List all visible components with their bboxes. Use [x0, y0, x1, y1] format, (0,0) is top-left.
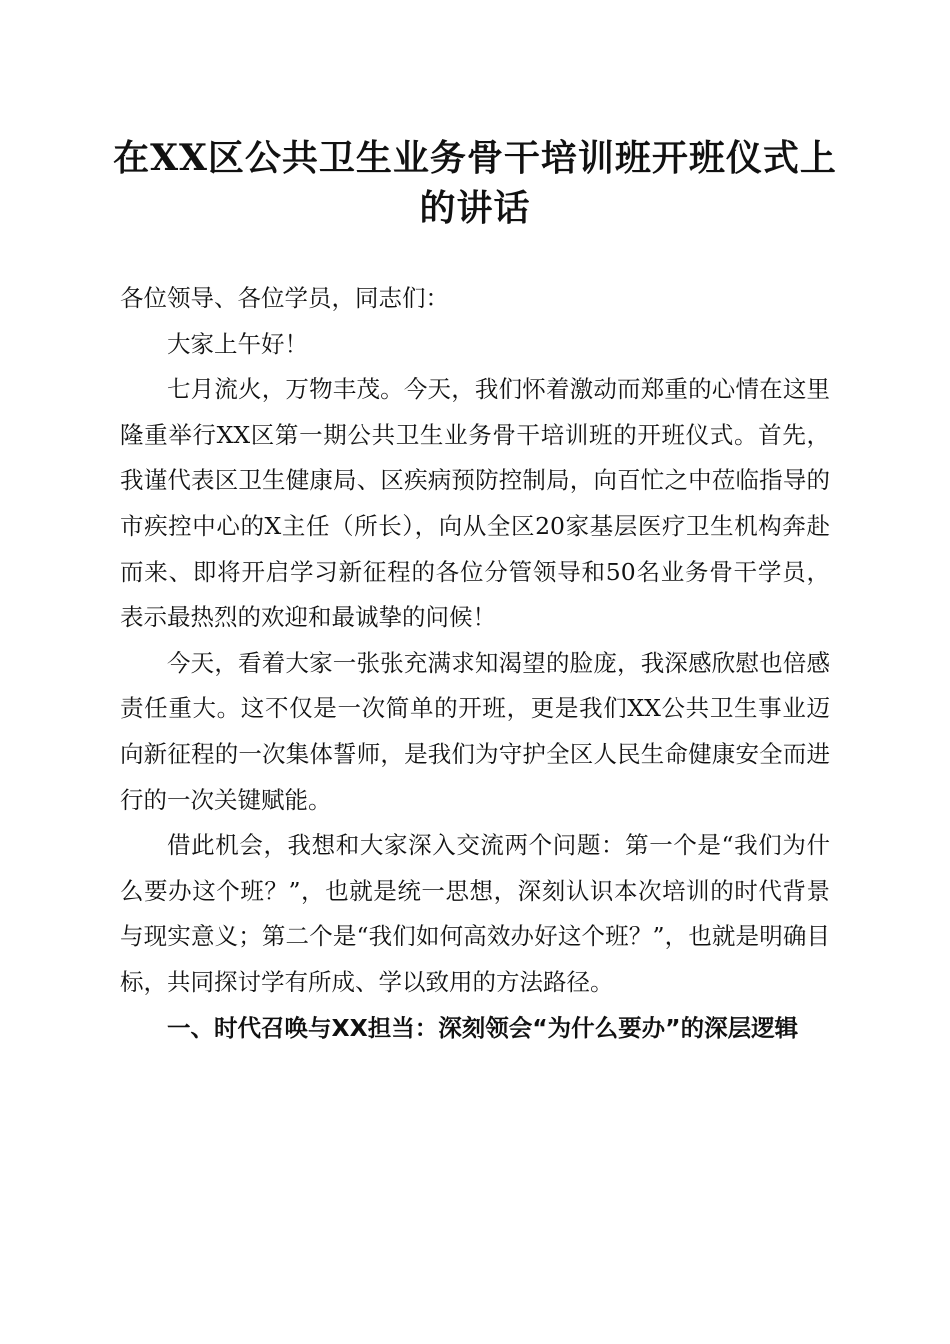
salutation: 各位领导、各位学员，同志们： — [120, 284, 449, 312]
greeting: 大家上午好！ — [167, 329, 308, 358]
section-heading: 一、时代召唤与XX担当：深刻领会“为什么要办”的深层逻辑 — [167, 1013, 799, 1042]
paragraph-two-questions: 借此机会，我想和大家深入交流两个问题：第一个是“我们为什么要办这个班？”，也就是统一思想，深刻认识本次培训的时代背景与现实意义；第二个是“我们如何高效办好这个班？”，也就是明确目标，共同探讨学有所成、学以致用的方法路径。 — [120, 831, 830, 996]
paragraph-opening: 七月流火，万物丰茂。今天，我们怀着激动而郑重的心情在这里隆重举行XX区第一期公共卫生业务骨干培训班的开班仪式。首先，我谨代表区卫生健康局、区疾病预防控制局，向百忙之中莅临指导的市疾控中心的X主任（所长），向从全区20家基层医疗卫生机构奔赴而来、即将开启学习新征程的各位分管领导和50名业务骨干学员，表示最热烈的欢迎和最诚挚的问候！ — [120, 375, 830, 632]
document-title-line-1: 在XX区公共卫生业务骨干培训班开班仪式上 — [113, 137, 837, 179]
document-body — [120, 276, 830, 1051]
paragraph-significance: 今天，看着大家一张张充满求知渴望的脸庞，我深感欣慰也倍感责任重大。这不仅是一次简单的开班，更是我们XX公共卫生事业迈向新征程的一次集体誓师，是我们为守护全区人民生命健康安全而进行的一次关键赋能。 — [120, 648, 830, 814]
document-title-line-2: 的讲话 — [419, 187, 531, 229]
